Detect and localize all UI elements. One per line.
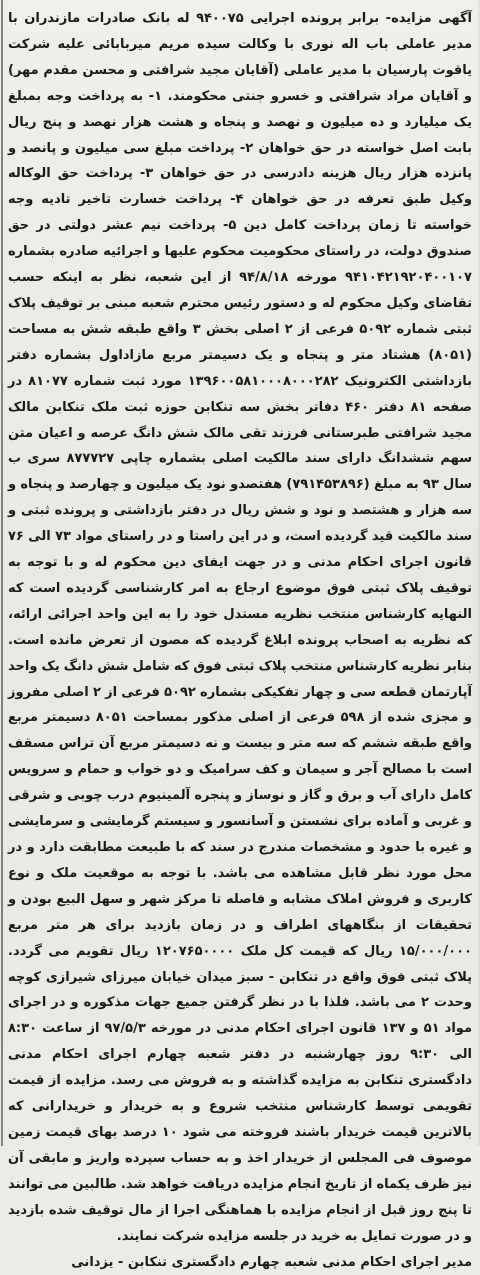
- auction-notice-text: آگهی مزایده- برابر پرونده اجرایی ۹۴۰۰۷۵ له بانک صادرات مازندران با مدیر عاملی باب اله نوری با وکالت سیده مریم میربابائی علیه شرکت یاقوت پارسیان با مدیر عاملی (آقایان مجید شرافتی و محسن مقدم مهر) و آقایان مراد شرافتی و خسرو جنتی محکومند. ۱- به پرداخت وجه بمبلغ یک میلیارد و ده میلیون و نهصد و پنجاه و هشت هزار نهصد و پنج ریال بابت اصل خواسته در حق خواهان ۲- پرداخت مبلغ سی میلیون و پانصد و پانزده هزار ریال هزینه دادرسی در حق خواهان ۳- پرداخت حق الوکاله وکیل طبق تعرفه در حق خواهان ۴- پرداخت خسارت تاخیر تادیه وجه خواسته تا زمان پرداخت کامل دین ۵- پرداخت نیم عشر دولتی در حق صندوق دولت، در راستای محکومیت محکوم علیها و اجرائیه صادره بشماره ۹۴۱۰۴۲۱۹۲۰۴۰۰۱۰۷ مورخه ۹۴/۸/۱۸ از این شعبه، نظر به اینکه حسب تقاضای وکیل محکوم له و دستور رئیس محترم شعبه مبنی بر توقیف پلاک ثبتی شماره ۵۰۹۲ فرعی از ۲ اصلی بخش ۳ واقع طبقه شش به مساحت (۸۰۵۱) هشتاد متر و پنجاه و یک دسیمتر مربع مازاداول بشماره دفتر بازداشتی الکترونیک ۱۳۹۶۰۰۵۸۱۰۰۰۸۰۰۰۲۸۲ مورد ثبت شماره ۸۱۰۷۷ در صفحه ۸۱ دفتر ۴۶۰ دفاتر بخش سه تنکابن حوزه ثبت ملک تنکابن مالک مجید شرافتی طبرستانی فرزند تقی مالک شش دانگ عرصه و اعیان متن سهم ششدانگ دارای سند مالکیت اصلی بشماره چاپی ۸۷۷۷۲۷ سری ب سال ۹۳ به مبلغ (۷۹۱۴۵۳۸۹۶) هفتصدو نود یک میلیون و چهارصد و پنجاه و سه هزار و هشتصد و نود و شش ریال در دفتر بازداشتی و پرونده ثبتی و سند مالکیت قید گردیده است، و در این راستا و در راستای مواد ۷۳ الی ۷۶ قانون اجرای احکام مدنی و در جهت ایفای دین محکوم له و با توجه به توقیف پلاک ثبتی فوق موضوع ارجاع به امر کارشناسی گردیده است که النهایه کارشناس منتخب نظریه مستدل خود را به این واحد اجرائی ارائه، که نظریه به اصحاب پرونده ابلاغ گردیده که مصون از تعرض مانده است. بنابر نظریه کارشناس منتخب پلاک ثبتی فوق که شامل شش دانگ یک واحد آپارتمان قطعه سی و چهار تفکیکی بشماره ۵۰۹۲ فرعی از ۲ اصلی مفروز و مجزی شده از ۵۹۸ فرعی از اصلی مذکور بمساحت ۸۰۵۱ دسیمتر مربع واقع طبقه ششم که سه متر و بیست و نه دسیمتر مربع آن تراس مسقف است با مصالح آجر و سیمان و کف سرامیک و دو خواب و حمام و سرویس کامل دارای آب و برق و گاز و نوساز و پنجره آلمینیوم درب چوبی و شرقی و غربی و آماده برای نشستن و آسانسور و سیستم گرمایشی و سرمایشی و غیره با حدود و مشخصات مندرج در سند که با طبیعت مطابقت دارد و در محل مورد نظر قابل مشاهده می باشد. با توجه به موقعیت ملک و نوع کاربری و فروش املاک مشابه و فاصله تا مرکز شهر و سهل البیع بودن و تحقیقات از بنگاههای اطراف و در زمان بازدید برای هر متر مربع ۱۵/۰۰۰/۰۰۰ ریال که قیمت کل ملک ۱۲۰۷۶۵۰۰۰۰ ریال تقویم می گردد. پلاک ثبتی فوق واقع در تنکابن - سبز میدان خیابان میرزای شیرازی کوچه وحدت ۲ می باشد. فلذا با در نظر گرفتن جمیع جهات مذکوره و در اجرای مواد ۵۱ و ۱۳۷ قانون اجرای احکام مدنی در مورخه ۹۷/۵/۳ از ساعت ۸:۳۰ الی ۹:۳۰ روز چهارشنبه در دفتر شعبه چهارم اجرای احکام مدنی دادگستری تنکابن به مزایده گذاشته و به فروش می رسد. مزایده از قیمت تقویمی توسط کارشناس منتخب شروع و به خریدار و خریدارانی که بالاترین قیمت خریدار باشند فروخته می شود ۱۰ درصد بهای قیمت زمین موصوف فی المجلس از خریدار اخذ و به حساب سپرده واریز و مابقی آن نیز ظرف یکماه از تاریخ انجام مزایده دریافت خواهد شد. طالبین می توانند تا پنج روز قبل از انجام مزایده با هماهنگی اجرا از مال توقیف شده بازدید و در صورت تمایل به خرید در جلسه مزایده شرکت نمایند.: [8, 6, 472, 1250]
- column-divider-line: [1, 0, 3, 1146]
- notice-signature: مدیر اجرای احکام مدنی شعبه چهارم دادگستری تنکابن - یزدانی: [8, 1250, 472, 1275]
